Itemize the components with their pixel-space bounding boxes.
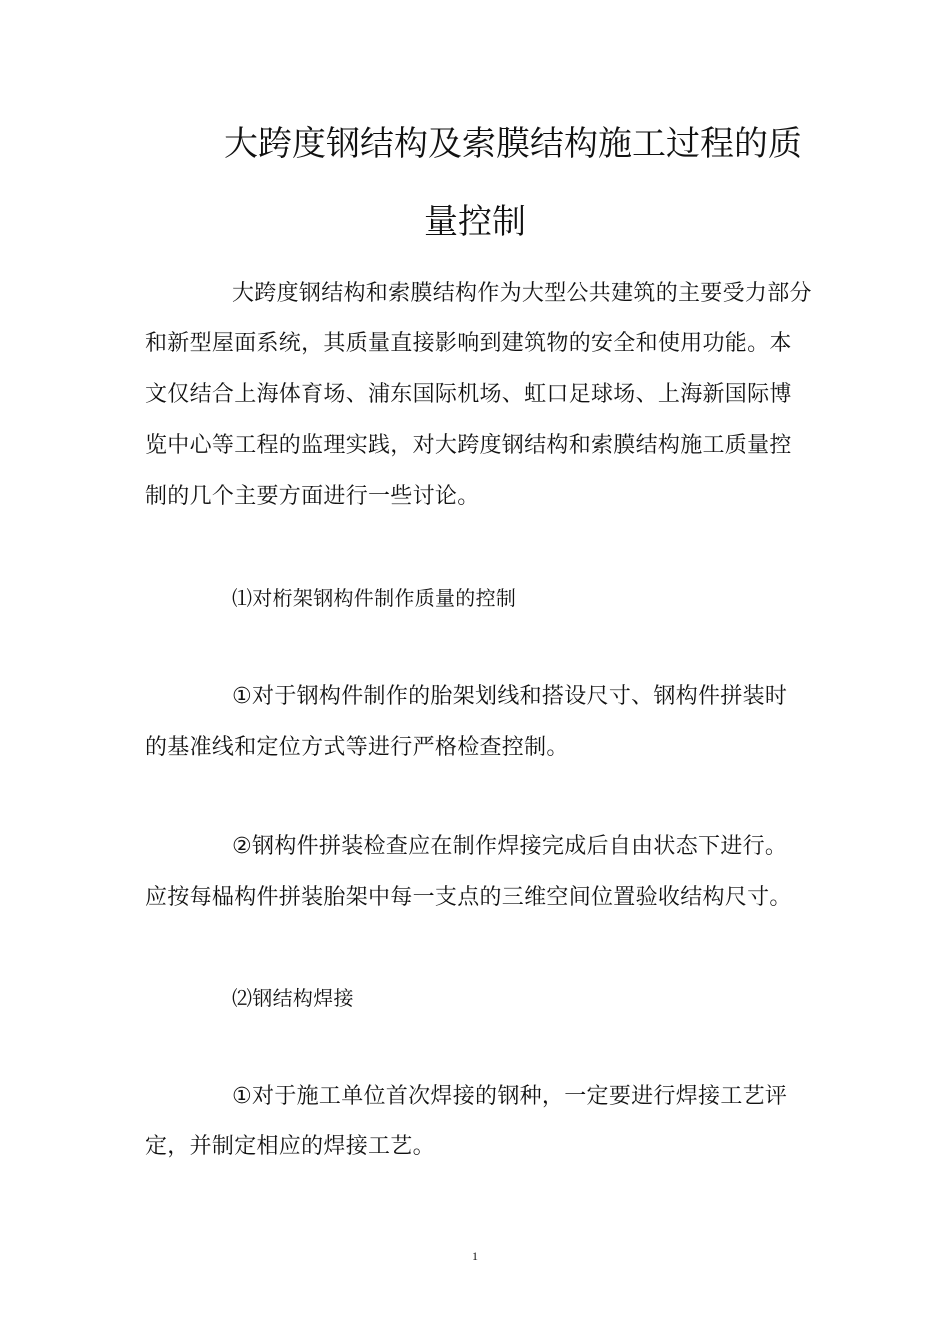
intro-line-5: 制的几个主要方面进行一些讨论。 xyxy=(145,484,480,509)
page-number: 1 xyxy=(472,1249,478,1263)
intro-line-2: 和新型屋面系统，其质量直接影响到建筑物的安全和使用功能。本 xyxy=(145,331,792,356)
section-2-item-1-line-2: 定，并制定相应的焊接工艺。 xyxy=(145,1134,435,1159)
section-1-item-1-line-2: 的基准线和定位方式等进行严格检查控制。 xyxy=(145,735,569,760)
section-2-item-1-line-1: ①对于施工单位首次焊接的钢种，一定要进行焊接工艺评 xyxy=(232,1084,788,1109)
section-1-heading: ⑴对桁架钢构件制作质量的控制 xyxy=(232,586,517,610)
document-title-line-2: 量控制 xyxy=(424,202,526,242)
section-1-item-1-line-1: ①对于钢构件制作的胎架划线和搭设尺寸、钢构件拼装时 xyxy=(232,684,788,709)
intro-line-1: 大跨度钢结构和索膜结构作为大型公共建筑的主要受力部分 xyxy=(232,281,812,306)
document-title-line-1: 大跨度钢结构及索膜结构施工过程的质 xyxy=(224,124,802,164)
section-1-item-2-line-1: ②钢构件拼装检查应在制作焊接完成后自由状态下进行。 xyxy=(232,834,788,859)
intro-line-4: 览中心等工程的监理实践，对大跨度钢结构和索膜结构施工质量控 xyxy=(145,433,792,458)
intro-line-3: 文仅结合上海体育场、浦东国际机场、虹口足球场、上海新国际博 xyxy=(145,382,792,407)
section-1-item-2-line-2: 应按每榀构件拼装胎架中每一支点的三维空间位置验收结构尺寸。 xyxy=(145,885,792,910)
section-2-heading: ⑵钢结构焊接 xyxy=(232,986,354,1010)
